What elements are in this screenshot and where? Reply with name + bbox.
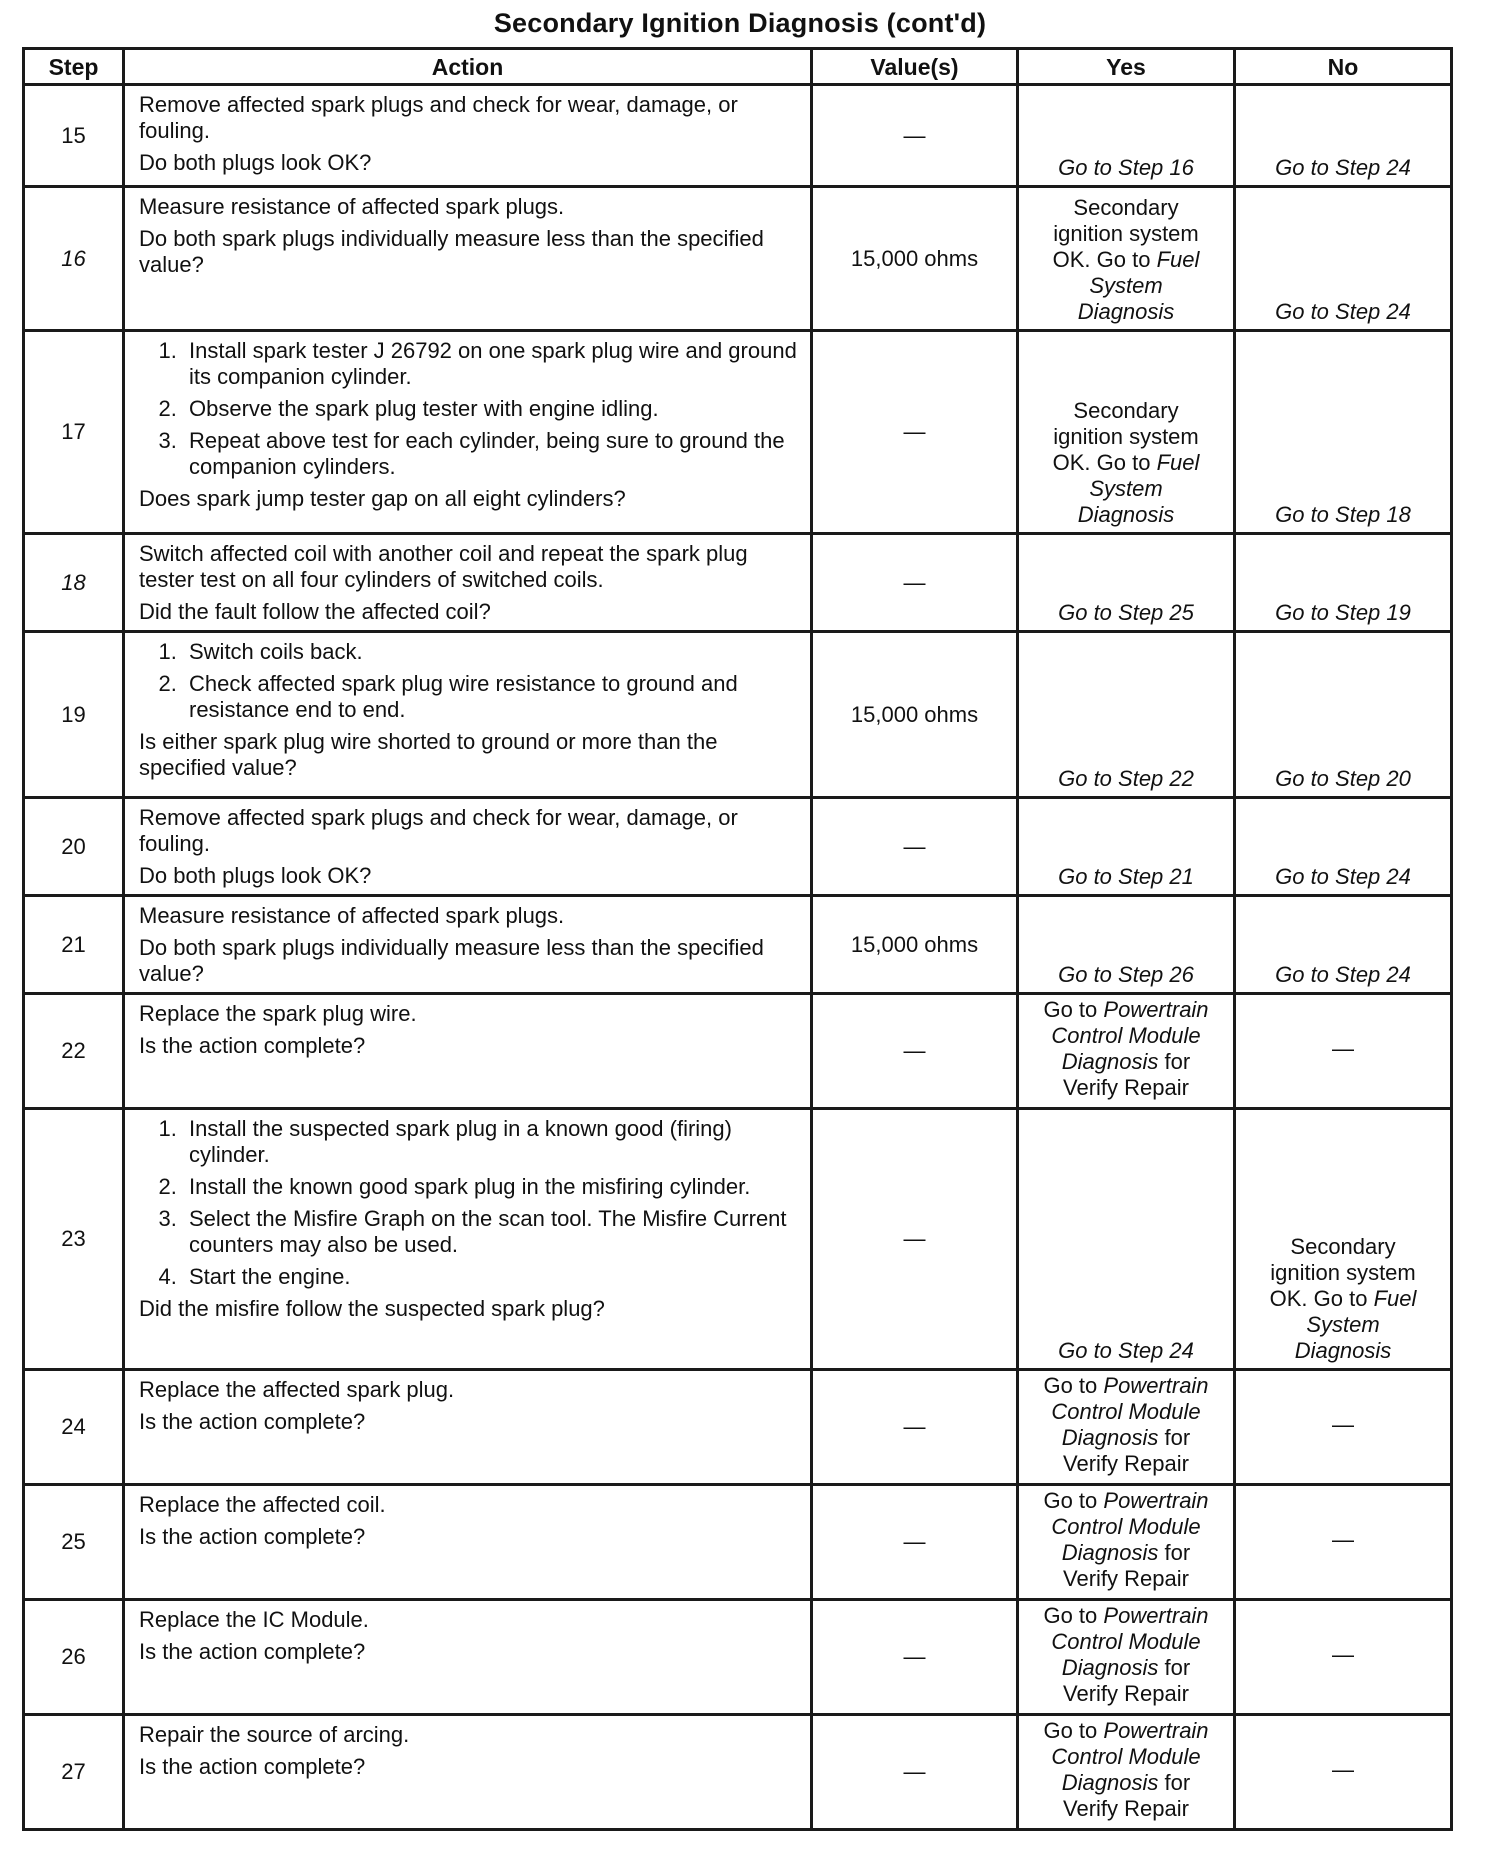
step-number: 27 <box>24 1715 124 1830</box>
table-row-step-16 <box>24 187 1452 331</box>
yes-line <box>1019 1488 1233 1514</box>
yes-text: for <box>1164 1425 1191 1450</box>
value-cell: — <box>812 534 1018 632</box>
yes-text: Go to <box>1043 1488 1098 1513</box>
yes-line <box>1019 1655 1233 1681</box>
action-question: Is the action complete? <box>139 1409 366 1434</box>
table-row-step-19 <box>24 632 1452 798</box>
yes-text: for <box>1164 1655 1191 1680</box>
action-text: Replace the spark plug wire. <box>139 1001 417 1026</box>
no-cell: — <box>1235 1485 1452 1600</box>
yes-line <box>1019 1718 1233 1744</box>
yes-link-text: Control Module <box>1051 1399 1201 1424</box>
no-cell: Go to Step 24 <box>1235 85 1452 187</box>
table-row-step-26 <box>24 1600 1452 1715</box>
step-number: 15 <box>24 85 124 187</box>
yes-cell: Go to Step 26 <box>1018 896 1235 994</box>
table-row-step-27 <box>24 1715 1452 1830</box>
action-cell <box>124 994 812 1109</box>
yes-cell: Go to Step 22 <box>1018 632 1235 798</box>
yes-line <box>1019 1425 1233 1451</box>
step-number: 21 <box>24 896 124 994</box>
action-cell <box>124 632 812 798</box>
yes-link-text: Fuel <box>1156 247 1200 272</box>
action-question: Is either spark plug wire shorted to ground or more than the specified value? <box>139 729 718 780</box>
table-row-step-21 <box>24 896 1452 994</box>
action-list <box>139 639 800 723</box>
yes-text: Go to <box>1043 997 1098 1022</box>
yes-link-text: System <box>1089 273 1163 298</box>
step-number: 18 <box>24 534 124 632</box>
value-cell: — <box>812 1715 1018 1830</box>
yes-text: Go to <box>1043 1373 1098 1398</box>
value-cell: 15,000 ohms <box>812 896 1018 994</box>
yes-link-text: Powertrain <box>1103 1373 1209 1398</box>
value-cell: — <box>812 85 1018 187</box>
yes-line: Verify Repair <box>1063 1566 1189 1591</box>
yes-line: Verify Repair <box>1063 1796 1189 1821</box>
yes-text: Go to <box>1043 1603 1098 1628</box>
table-row-step-20 <box>24 798 1452 896</box>
action-cell <box>124 798 812 896</box>
yes-link-text: Diagnosis <box>1077 502 1175 527</box>
action-text: Remove affected spark plugs and check for wear, damage, or fouling. <box>139 805 738 856</box>
action-cell <box>124 1715 812 1830</box>
yes-text: for <box>1164 1049 1191 1074</box>
no-cell: — <box>1235 1715 1452 1830</box>
yes-link-text: Powertrain <box>1103 1488 1209 1513</box>
yes-link-text: Powertrain <box>1103 997 1209 1022</box>
action-list-item: 3. Select the Misfire Graph on the scan tool. The Misfire Current counters may also be used. <box>183 1206 800 1258</box>
action-text: Replace the IC Module. <box>139 1607 369 1632</box>
action-question: Did the misfire follow the suspected spark plug? <box>139 1296 605 1321</box>
no-cell: Go to Step 24 <box>1235 798 1452 896</box>
no-line: Secondary <box>1290 1234 1396 1259</box>
yes-line: Verify Repair <box>1063 1075 1189 1100</box>
step-number: 16 <box>24 187 124 331</box>
table-row-step-22 <box>24 994 1452 1109</box>
action-question: Do both plugs look OK? <box>139 150 372 175</box>
yes-line <box>1019 450 1233 476</box>
action-text: Repair the source of arcing. <box>139 1722 410 1747</box>
yes-link-text: Diagnosis <box>1077 299 1175 324</box>
no-cell: — <box>1235 1600 1452 1715</box>
yes-cell <box>1018 187 1235 331</box>
header-action: Action <box>124 49 812 85</box>
yes-cell: Go to Step 25 <box>1018 534 1235 632</box>
header-row <box>24 49 1452 85</box>
action-cell <box>124 331 812 534</box>
no-link-text: Diagnosis <box>1294 1338 1392 1363</box>
yes-link-text: Diagnosis <box>1061 1049 1159 1074</box>
no-cell: — <box>1235 1370 1452 1485</box>
action-text: Replace the affected spark plug. <box>139 1377 455 1402</box>
yes-line: Verify Repair <box>1063 1681 1189 1706</box>
action-cell <box>124 85 812 187</box>
no-line <box>1236 1286 1450 1312</box>
action-cell <box>124 1370 812 1485</box>
yes-link-text: Powertrain <box>1103 1718 1209 1743</box>
no-cell <box>1235 1109 1452 1370</box>
step-number: 23 <box>24 1109 124 1370</box>
action-text: Remove affected spark plugs and check for wear, damage, or fouling. <box>139 92 738 143</box>
header-yes: Yes <box>1018 49 1235 85</box>
table-row-step-25 <box>24 1485 1452 1600</box>
yes-text: OK. Go to <box>1052 247 1151 272</box>
action-list-item: 1. Install the suspected spark plug in a known good (firing) cylinder. <box>183 1116 800 1168</box>
step-number: 24 <box>24 1370 124 1485</box>
action-list-item: 2. Observe the spark plug tester with engine idling. <box>183 396 800 422</box>
no-cell: Go to Step 18 <box>1235 331 1452 534</box>
step-number: 25 <box>24 1485 124 1600</box>
action-question: Is the action complete? <box>139 1524 366 1549</box>
yes-cell <box>1018 1370 1235 1485</box>
yes-link-text: Diagnosis <box>1061 1540 1159 1565</box>
yes-line: ignition system <box>1053 221 1199 246</box>
yes-cell: Go to Step 16 <box>1018 85 1235 187</box>
value-cell: — <box>812 331 1018 534</box>
header-values: Value(s) <box>812 49 1018 85</box>
step-number: 17 <box>24 331 124 534</box>
table-row-step-18 <box>24 534 1452 632</box>
yes-cell <box>1018 1715 1235 1830</box>
action-list <box>139 338 800 480</box>
yes-link-text: Diagnosis <box>1061 1425 1159 1450</box>
step-number: 26 <box>24 1600 124 1715</box>
no-text: OK. Go to <box>1269 1286 1368 1311</box>
yes-link-text: Fuel <box>1156 450 1200 475</box>
action-cell <box>124 1600 812 1715</box>
action-question: Do both plugs look OK? <box>139 863 372 888</box>
yes-link-text: Control Module <box>1051 1744 1201 1769</box>
header-step: Step <box>24 49 124 85</box>
yes-cell: Go to Step 21 <box>1018 798 1235 896</box>
yes-line <box>1019 247 1233 273</box>
action-question: Did the fault follow the affected coil? <box>139 599 491 624</box>
yes-cell <box>1018 331 1235 534</box>
yes-line: Verify Repair <box>1063 1451 1189 1476</box>
yes-line <box>1019 1049 1233 1075</box>
no-link-text: System <box>1306 1312 1380 1337</box>
table-row-step-17 <box>24 331 1452 534</box>
yes-line <box>1019 1373 1233 1399</box>
action-text: Replace the affected coil. <box>139 1492 386 1517</box>
action-question: Is the action complete? <box>139 1754 366 1779</box>
action-list-item: 2. Check affected spark plug wire resistance to ground and resistance end to end. <box>183 671 800 723</box>
yes-line <box>1019 1603 1233 1629</box>
yes-line <box>1019 997 1233 1023</box>
action-list-item: 4. Start the engine. <box>183 1264 800 1290</box>
step-number: 19 <box>24 632 124 798</box>
yes-cell <box>1018 1600 1235 1715</box>
yes-link-text: Control Module <box>1051 1023 1201 1048</box>
step-number: 20 <box>24 798 124 896</box>
value-cell: — <box>812 1485 1018 1600</box>
yes-link-text: System <box>1089 476 1163 501</box>
action-question: Is the action complete? <box>139 1639 366 1664</box>
action-text: Measure resistance of affected spark plugs. <box>139 194 565 219</box>
no-cell: Go to Step 19 <box>1235 534 1452 632</box>
value-cell: — <box>812 798 1018 896</box>
value-cell: — <box>812 1109 1018 1370</box>
action-list-item: 2. Install the known good spark plug in the misfiring cylinder. <box>183 1174 800 1200</box>
value-cell: 15,000 ohms <box>812 632 1018 798</box>
action-list-item: 1. Switch coils back. <box>183 639 800 665</box>
table-row-step-15 <box>24 85 1452 187</box>
action-list-item: 3. Repeat above test for each cylinder, being sure to ground the companion cylinders. <box>183 428 800 480</box>
no-line: ignition system <box>1270 1260 1416 1285</box>
no-cell: Go to Step 24 <box>1235 187 1452 331</box>
action-question: Does spark jump tester gap on all eight cylinders? <box>139 486 626 511</box>
yes-line: Secondary <box>1073 195 1179 220</box>
action-cell <box>124 1109 812 1370</box>
action-question: Is the action complete? <box>139 1033 366 1058</box>
action-cell <box>124 534 812 632</box>
yes-link-text: Diagnosis <box>1061 1655 1159 1680</box>
no-cell: Go to Step 24 <box>1235 896 1452 994</box>
value-cell: — <box>812 994 1018 1109</box>
yes-line: Secondary <box>1073 398 1179 423</box>
yes-link-text: Control Module <box>1051 1514 1201 1539</box>
yes-link-text: Diagnosis <box>1061 1770 1159 1795</box>
page-title: Secondary Ignition Diagnosis (cont'd) <box>493 8 987 38</box>
action-question: Do both spark plugs individually measure less than the specified value? <box>139 226 764 277</box>
yes-text: for <box>1164 1540 1191 1565</box>
action-cell <box>124 1485 812 1600</box>
yes-cell: Go to Step 24 <box>1018 1109 1235 1370</box>
value-cell: — <box>812 1370 1018 1485</box>
table-row-step-24 <box>24 1370 1452 1485</box>
yes-text: OK. Go to <box>1052 450 1151 475</box>
action-text: Measure resistance of affected spark plugs. <box>139 903 565 928</box>
yes-text: Go to <box>1043 1718 1098 1743</box>
no-cell: Go to Step 20 <box>1235 632 1452 798</box>
yes-line <box>1019 1770 1233 1796</box>
yes-link-text: Powertrain <box>1103 1603 1209 1628</box>
yes-line: ignition system <box>1053 424 1199 449</box>
yes-link-text: Control Module <box>1051 1629 1201 1654</box>
diagnosis-table <box>22 47 1453 1831</box>
action-cell <box>124 896 812 994</box>
table-row-step-23 <box>24 1109 1452 1370</box>
yes-cell <box>1018 1485 1235 1600</box>
action-question: Do both spark plugs individually measure less than the specified value? <box>139 935 764 986</box>
action-list-item: 1. Install spark tester J 26792 on one spark plug wire and ground its companion cylinder. <box>183 338 800 390</box>
yes-cell <box>1018 994 1235 1109</box>
header-no: No <box>1235 49 1452 85</box>
no-cell: — <box>1235 994 1452 1109</box>
value-cell: 15,000 ohms <box>812 187 1018 331</box>
value-cell: — <box>812 1600 1018 1715</box>
no-link-text: Fuel <box>1373 1286 1417 1311</box>
action-list <box>139 1116 800 1290</box>
action-text: Switch affected coil with another coil and repeat the spark plug tester test on all four cylinders of switched coils. <box>139 541 748 592</box>
yes-text: for <box>1164 1770 1191 1795</box>
action-cell <box>124 187 812 331</box>
yes-line <box>1019 1540 1233 1566</box>
step-number: 22 <box>24 994 124 1109</box>
